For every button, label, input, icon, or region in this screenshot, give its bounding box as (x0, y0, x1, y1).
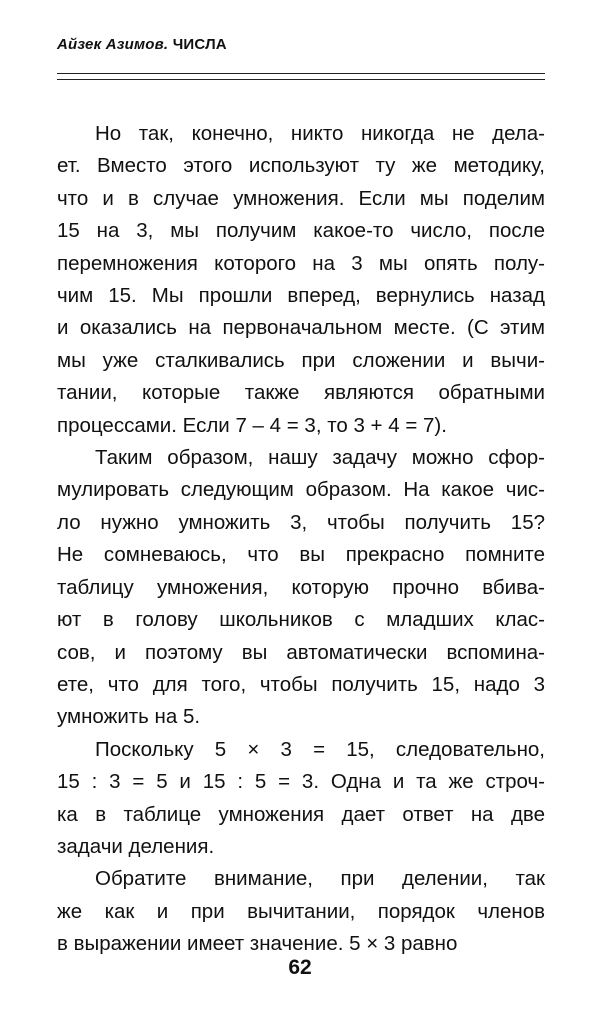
text-line: умножить на 5. (57, 705, 201, 729)
text-line: Таким образом, нашу задачу можно сфор- (95, 446, 545, 470)
text-line: Обратите внимание, при делении, так (95, 867, 545, 891)
text-line: тании, которые также являются обратными (57, 381, 545, 405)
text-line: ка в таблице умножения дает ответ на две (57, 802, 545, 826)
text-line: Поскольку 5 × 3 = 15, следовательно, (95, 737, 545, 761)
text-line: задачи деления. (57, 834, 215, 858)
text-line: и оказались на первоначальном месте. (С этим (57, 316, 545, 340)
paragraph (57, 442, 545, 734)
text-line: мы уже сталкивались при сложении и вычи- (57, 348, 545, 372)
paragraph (57, 734, 545, 864)
text-line: ет. Вместо этого используют ту же методику, (57, 154, 545, 178)
text-line: Не сомневаюсь, что вы прекрасно помните (57, 543, 545, 567)
text-line: в выражении имеет значение. 5 × 3 равно (57, 932, 458, 956)
running-header-author: Айзек Азимов. (57, 36, 169, 53)
running-header-title: ЧИСЛА (172, 36, 227, 53)
text-line: что и в случае умножения. Если мы поделим (57, 186, 545, 210)
header-rule-top (57, 73, 545, 74)
text-line: же как и при вычитании, порядок членов (57, 899, 545, 923)
text-line: Но так, конечно, никто никогда не дела- (95, 122, 545, 145)
text-line: ют в голову школьников с младших клас- (57, 608, 545, 632)
text-line: сов, и поэтому вы автоматически вспомина- (57, 640, 545, 664)
text-line: ете, что для того, чтобы получить 15, надо 3 (57, 672, 545, 696)
text-line: чим 15. Мы прошли вперед, вернулись назад (57, 284, 545, 308)
body-text (57, 118, 545, 961)
text-line: 15 : 3 = 5 и 15 : 5 = 3. Одна и та же строч- (57, 770, 545, 794)
header-rule-bottom (57, 79, 545, 80)
text-line: процессами. Если 7 – 4 = 3, то 3 + 4 = 7). (57, 413, 447, 437)
text-line: таблицу умножения, которую прочно вбива- (57, 575, 545, 599)
paragraph (57, 863, 545, 960)
page-number: 62 (288, 956, 312, 979)
text-line: перемножения которого на 3 мы опять полу- (57, 251, 545, 275)
text-line: мулировать следующим образом. На какое чис- (57, 478, 545, 502)
running-header (57, 36, 227, 53)
paragraph (57, 118, 545, 442)
text-line: ло нужно умножить 3, чтобы получить 15? (57, 510, 545, 534)
text-line: 15 на 3, мы получим какое-то число, после (57, 219, 545, 243)
